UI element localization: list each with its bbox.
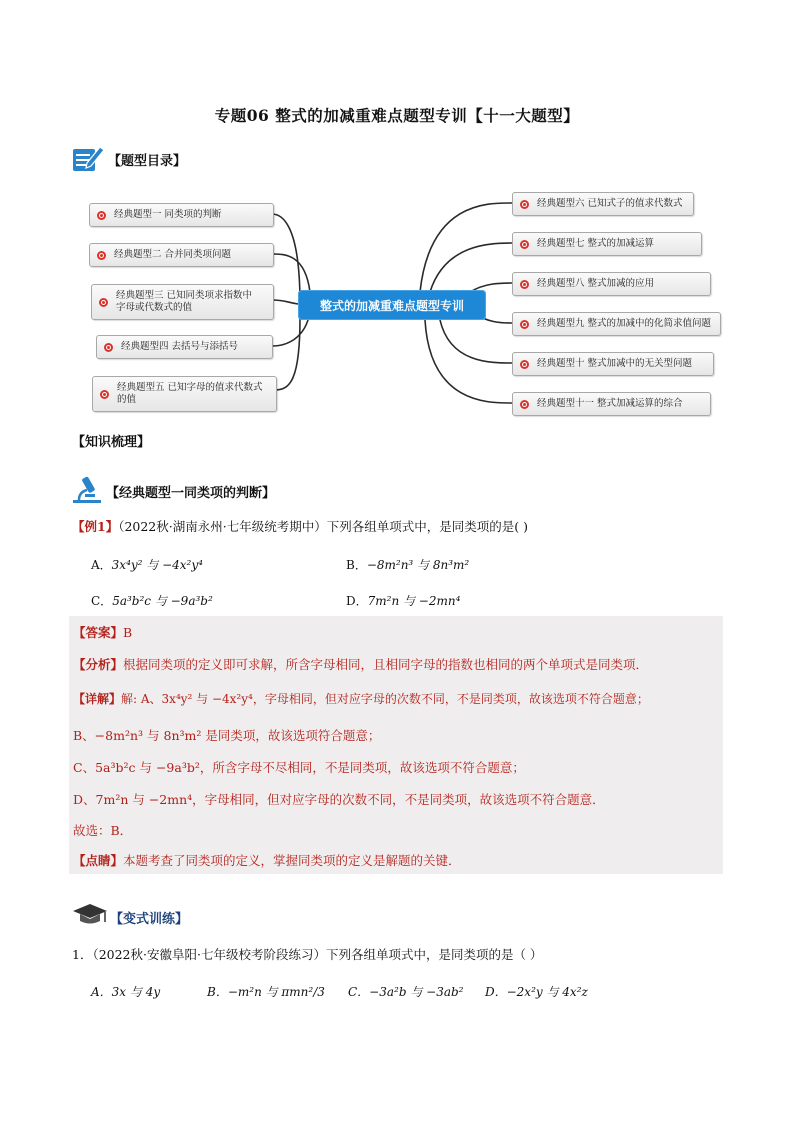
graduation-cap-icon (72, 902, 108, 926)
page-title: 专题06 整式的加减重难点题型专训【十一大题型】 (214, 106, 580, 125)
example-option-d[interactable]: D．7m²n 与 −2mn⁴ (346, 594, 461, 608)
example-option-c[interactable]: C．5a³b²c 与 −9a³b² (91, 594, 213, 608)
pencil-note-icon (71, 143, 105, 173)
section1-label: 【经典题型一同类项的判断】 (106, 486, 276, 501)
detail-line-c: C、5a³b²c 与 −9a³b²，所含字母不尽相同，不是同类项，故该选项不符合题意； (73, 760, 525, 775)
practice-option-a[interactable]: A．3x 与 4y (91, 985, 161, 999)
practice-option-c[interactable]: C．−3a²b 与 −3ab² (348, 985, 464, 999)
mindmap-center[interactable]: 整式的加减重难点题型专训 (298, 290, 486, 320)
mindmap-item-3[interactable]: 经典题型三 已知同类项求指数中字母或代数式的值 (91, 284, 274, 320)
mindmap-item-1[interactable]: 经典题型一 同类项的判断 (89, 203, 274, 227)
example-option-a[interactable]: A．3x⁴y² 与 −4x²y⁴ (91, 558, 203, 572)
practice-option-d[interactable]: D．−2x²y 与 4x²z (485, 985, 588, 999)
bullet-icon (520, 280, 529, 289)
bullet-icon (520, 320, 529, 329)
mindmap-item-10[interactable]: 经典题型十 整式加减中的无关型问题 (512, 352, 714, 376)
detail-line-d: D、7m²n 与 −2mn⁴，字母相同，但对应字母的次数不同，不是同类项，故该选项不符合题意． (73, 792, 605, 807)
mindmap-item-8[interactable]: 经典题型八 整式加减的应用 (512, 272, 711, 296)
bullet-icon (100, 390, 109, 399)
knowledge-label: 【知识梳理】 (72, 435, 151, 450)
practice-question-1: 1．（2022秋·安徽阜阳·七年级校考阶段练习）下列各组单项式中，是同类项的是（ ） (72, 947, 543, 962)
practice-label: 【变式训练】 (110, 912, 189, 927)
analysis-line: 【分析】根据同类项的定义即可求解，所含字母相同，且相同字母的指数也相同的两个单项式是同类项． (73, 657, 649, 672)
bullet-icon (520, 400, 529, 409)
example-option-b[interactable]: B．−8m²n³ 与 8n³m² (346, 558, 470, 572)
mindmap-item-7[interactable]: 经典题型七 整式的加减运算 (512, 232, 702, 256)
detail-line-a: 【详解】解: A、3x⁴y² 与 −4x²y⁴，字母相同，但对应字母的次数不同，不是同类项，故该选项不符合题意； (73, 692, 649, 706)
comment-line: 【点睛】本题考查了同类项的定义，掌握同类项的定义是解题的关键． (73, 853, 461, 868)
toc-label: 【题型目录】 (108, 154, 187, 169)
bullet-icon (104, 343, 113, 352)
bullet-icon (97, 211, 106, 220)
bullet-icon (97, 251, 106, 260)
mindmap-item-6[interactable]: 经典题型六 已知式子的值求代数式 (512, 192, 694, 216)
microscope-icon (71, 474, 105, 504)
answer-line: 【答案】B (73, 625, 133, 640)
mindmap-item-2[interactable]: 经典题型二 合并同类项问题 (89, 243, 274, 267)
bullet-icon (520, 360, 529, 369)
mindmap-item-4[interactable]: 经典题型四 去括号与添括号 (96, 335, 273, 359)
mindmap-item-5[interactable]: 经典题型五 已知字母的值求代数式的值 (92, 376, 277, 412)
bullet-icon (99, 298, 108, 307)
bullet-icon (520, 240, 529, 249)
example-question: 【例1】（2022秋·湖南永州·七年级统考期中）下列各组单项式中，是同类项的是( ) (72, 519, 528, 534)
mindmap-item-11[interactable]: 经典题型十一 整式加减运算的综合 (512, 392, 711, 416)
detail-line-b: B、−8m²n³ 与 8n³m² 是同类项，故该选项符合题意； (73, 728, 381, 743)
practice-option-b[interactable]: B．−m²n 与 πmn²/3 (207, 985, 325, 999)
mindmap-item-9[interactable]: 经典题型九 整式的加减中的化简求值问题 (512, 312, 721, 336)
bullet-icon (520, 200, 529, 209)
choose-line: 故选：B． (73, 823, 133, 838)
